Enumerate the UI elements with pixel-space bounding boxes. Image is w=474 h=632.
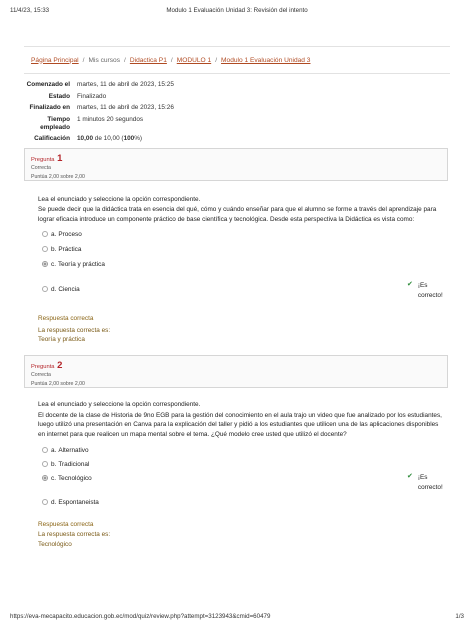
question-outcome [24,314,450,344]
radio-button[interactable] [42,499,48,505]
answer-option-c[interactable] [38,473,450,483]
summary-row-state [24,93,450,101]
radio-button[interactable] [42,286,48,292]
answer-options [24,229,450,299]
summary-row-time [24,116,450,132]
feedback-line: correcto! [417,291,443,299]
outcome-label: Respuesta correcta [38,521,94,529]
quiz-review-page [24,46,450,549]
radio-button-selected[interactable] [42,261,48,267]
option-text: Espontaneista [58,498,99,506]
question-body: Se puede decir que la didáctica trata en esencia del qué, cómo y cuándo enseñar para que el alumno se forme a través del aprendizaje para lograr eficacia introduce un componente práctico de base científica y tecnológica. Desde esta perspectiva la Didáctica es vista como: [38,206,437,223]
print-date: 11/4/23, 15:33 [10,7,50,14]
breadcrumb-separator: / [215,56,218,64]
summary-label: Calificación [34,135,70,142]
question-text [24,400,444,439]
check-icon: ✔ [407,281,413,289]
option-text: Teoría y práctica [57,260,105,268]
option-letter: a. [51,446,57,454]
answer-option-c[interactable] [38,259,450,269]
question-info [24,355,448,388]
question-grade: Puntúa 2,00 sobre 2,00 [31,381,85,388]
check-icon: ✔ [407,473,413,481]
breadcrumb-home[interactable]: Página Principal [31,56,79,64]
option-letter: d. [51,285,57,293]
answer-option-a[interactable] [38,445,450,455]
summary-value: martes, 11 de abril de 2023, 15:26 [77,104,174,111]
radio-button[interactable] [42,447,48,453]
option-letter: c. [51,260,56,268]
answer-option-b[interactable] [38,244,450,254]
grade-out-of: de 10,00 ( [93,135,124,142]
radio-button[interactable] [42,246,48,252]
question-instruction: Lea el enunciado y seleccione la opción correspondiente. [38,196,201,203]
breadcrumb-my-courses: Mis cursos [88,56,121,64]
option-text: Ciencia [58,285,80,293]
feedback-text [418,473,443,492]
summary-row-grade [24,135,450,143]
feedback-line: ¡Es [417,282,428,290]
print-page-number: 1/3 [455,613,464,620]
summary-value [77,135,142,143]
summary-label-line: Tiempo [47,115,70,123]
option-text: Tradicional [58,460,90,468]
feedback-text [418,281,443,300]
option-letter: a. [51,230,57,238]
answer-feedback [407,473,443,492]
print-footer [10,613,464,620]
right-answer: Teoría y práctica [38,336,85,344]
option-letter: b. [51,460,57,468]
breadcrumb-quiz[interactable]: Modulo 1 Evaluación Unidad 3 [221,56,311,64]
answer-option-b[interactable] [38,459,450,469]
option-text: Proceso [58,230,82,238]
question-instruction: Lea el enunciado y seleccione la opción correspondiente. [38,401,201,409]
question-state: Correcta [31,372,51,379]
grade-percent-close: %) [134,135,143,142]
question-text [24,195,444,224]
question-state: Correcta [31,165,51,171]
feedback-line: ¡Es [417,474,428,482]
question-grade: Puntúa 2,00 sobre 2,00 [31,174,85,180]
answer-option-d[interactable] [38,497,450,507]
breadcrumb-separator: / [170,56,173,64]
feedback-line: correcto! [417,483,443,491]
grade-score: 10,00 [77,135,93,142]
answer-feedback [407,281,443,300]
answer-option-a[interactable] [38,229,450,239]
radio-button[interactable] [42,461,48,467]
question-1 [24,148,450,344]
option-letter: b. [51,245,57,253]
right-answer-label: La respuesta correcta es: [38,531,111,539]
grade-percent: 100 [123,135,135,142]
print-url: https://eva-mecapacito.educacion.gob.ec/mod/quiz/review.php?attempt=3123943&cmid=60479 [10,613,271,620]
question-info [24,148,448,181]
answer-options [24,445,450,507]
summary-label: Comenzado el [26,81,70,88]
option-text: Alternativo [58,446,89,454]
summary-label [24,116,77,132]
question-number [31,153,441,164]
summary-row-started [24,81,450,89]
summary-value: 1 minutos 20 segundos [77,115,144,123]
outcome-label: Respuesta correcta [38,315,94,323]
breadcrumb-separator: / [124,56,126,64]
question-number [31,360,441,371]
question-number-value: 1 [57,153,63,164]
attempt-summary [24,81,450,143]
summary-label: Finalizado en [29,104,70,111]
right-answer-label: La respuesta correcta es: [38,326,111,334]
question-label: Pregunta [31,364,55,371]
question-body: El docente de la clase de Historia de 9no EGB para la gestión del conocimiento en el aula trajo un video que fue analizado por los estudiantes, luego utilizó una presentación en Canva para la explicación del taller y pidió a los estudiantes que utilicen una de las aplicaciones disponibles en internet para que realicen un mapa mental sobre el tema. ¿Qué modelo cree usted que utilizó el docente? [38,411,442,438]
summary-row-finished [24,104,450,112]
breadcrumb-module[interactable]: MODULO 1 [176,56,212,64]
option-text: Práctica [58,245,82,253]
answer-option-d[interactable] [38,284,450,294]
print-title: Modulo 1 Evaluación Unidad 3: Revisión del intento [166,7,308,14]
radio-button[interactable] [42,231,48,237]
question-number-value: 2 [57,360,63,372]
summary-value: Finalizado [77,92,107,100]
question-2 [24,355,450,549]
summary-label-line: empleado [40,123,70,131]
question-outcome [24,520,450,549]
right-answer: Tecnológico [38,540,72,548]
summary-label: Estado [48,92,70,100]
breadcrumb [24,46,450,74]
breadcrumb-course[interactable]: Didactica P1 [129,56,167,64]
breadcrumb-separator: / [82,56,85,64]
summary-value: martes, 11 de abril de 2023, 15:25 [77,81,174,88]
option-text: Tecnológico [57,474,92,482]
option-letter: d. [51,498,57,506]
print-header [10,7,464,19]
option-letter: c. [51,474,56,482]
question-label: Pregunta [31,157,55,163]
radio-button-selected[interactable] [42,475,48,481]
